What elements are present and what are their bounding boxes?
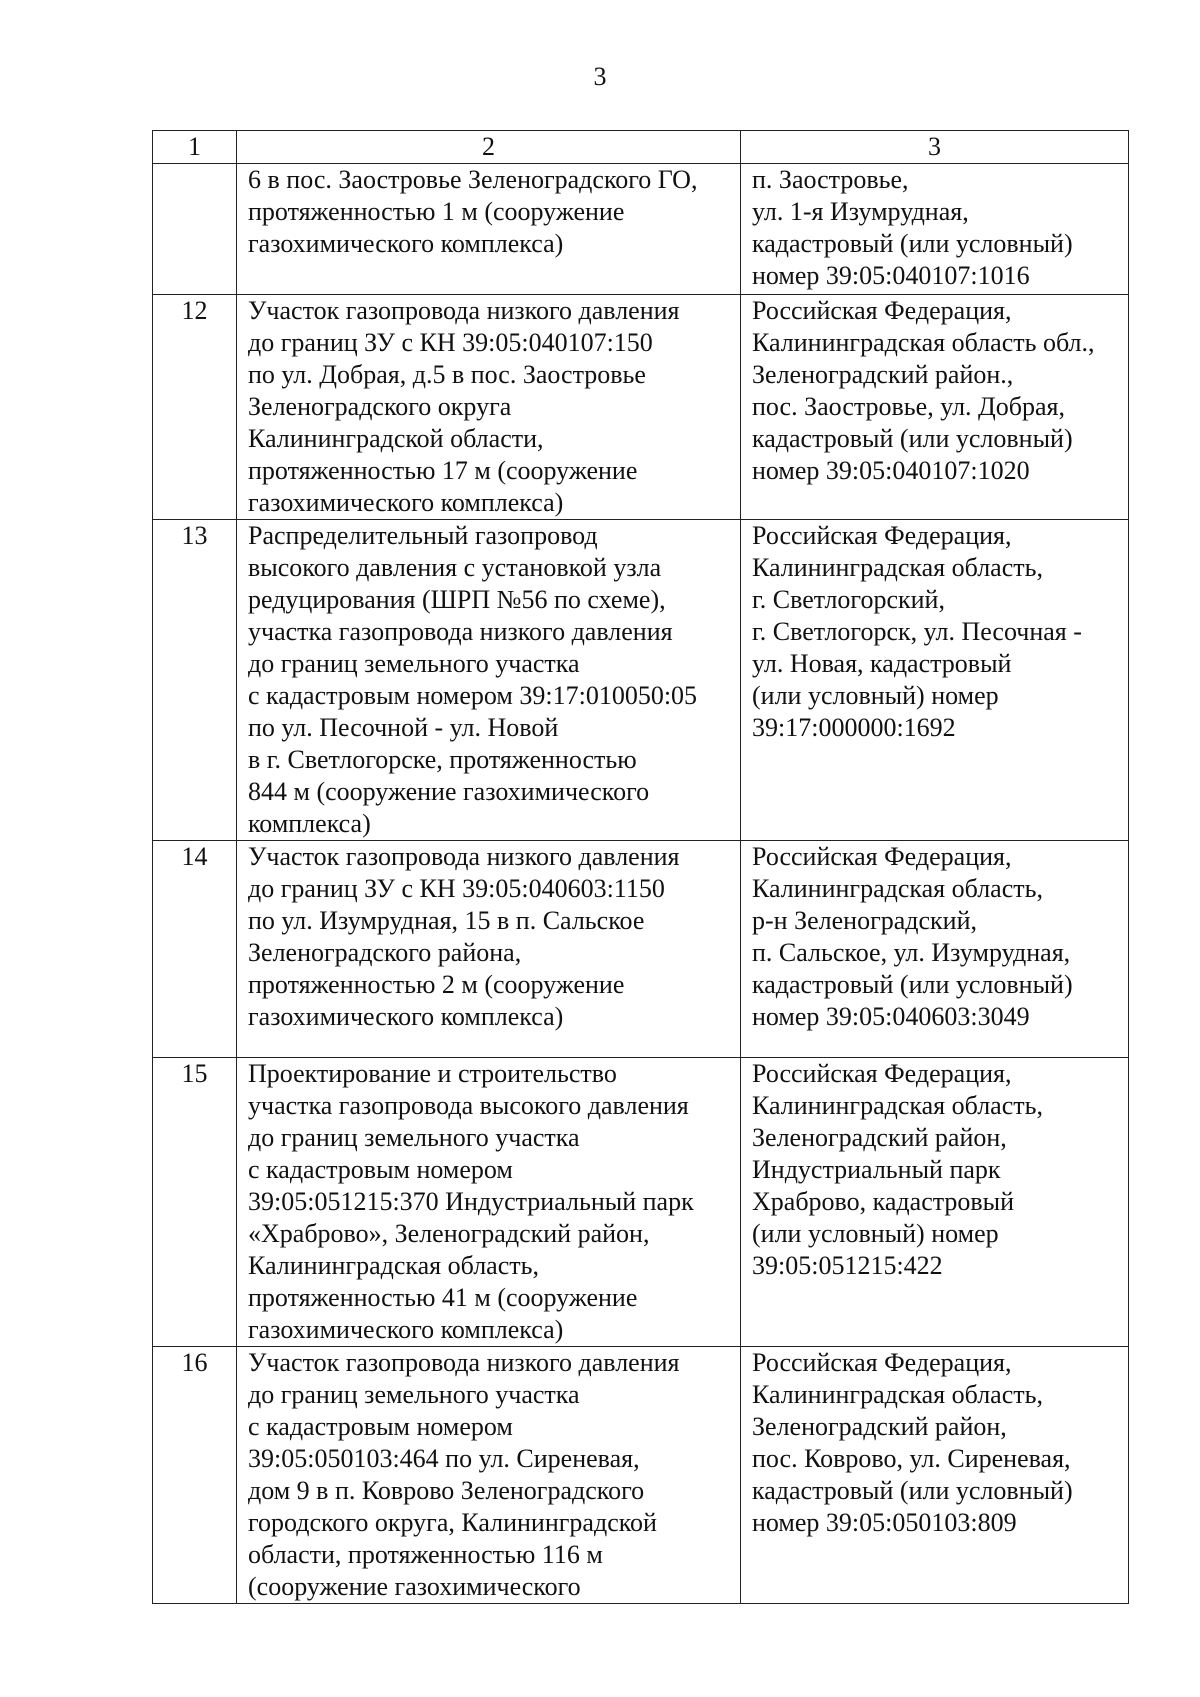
row-number: 13: [153, 520, 237, 841]
object-description: Участок газопровода низкого давления до границ земельного участка с кадастровым номером 39:05:050103:464 по ул. Сиреневая, дом 9 в п. Коврово Зеленоградского городского округа, Калининградской области, протяженностью 116 м (сооружение газохимического: [237, 1347, 741, 1604]
object-location: Российская Федерация, Калининградская область, р-н Зеленоградский, п. Сальское, ул. Изумрудная, кадастровый (или условный) номер 39:05:040603:3049: [741, 841, 1129, 1058]
object-description: Участок газопровода низкого давления до границ ЗУ с КН 39:05:040107:150 по ул. Добрая, д.5 в пос. Заостровье Зеленоградского округа Калининградской области, протяженностью 17 м (сооружение газохимического комплекса): [237, 295, 741, 520]
object-description: Проектирование и строительство участка газопровода высокого давления до границ земельного участка с кадастровым номером 39:05:051215:370 Индустриальный парк «Храброво», Зеленоградский район, Калининградская область, протяженностью 41 м (сооружение газохимического комплекса): [237, 1058, 741, 1347]
object-location: Российская Федерация, Калининградская область, Зеленоградский район, пос. Коврово, ул. Сиреневая, кадастровый (или условный) номер 39:05:050103:809: [741, 1347, 1129, 1604]
table-row: [153, 164, 1129, 295]
page-number: 3: [593, 62, 607, 91]
object-location: Российская Федерация, Калининградская область обл., Зеленоградский район., пос. Заостровье, ул. Добрая, кадастровый (или условный) номер 39:05:040107:1020: [741, 295, 1129, 520]
column-number-1: 1: [153, 131, 237, 164]
table-row: [153, 1058, 1129, 1347]
table-row: [153, 295, 1129, 520]
row-number: 16: [153, 1347, 237, 1604]
row-number: 14: [153, 841, 237, 1058]
objects-table: [152, 130, 1129, 1604]
table-row: [153, 1347, 1129, 1604]
row-number: 15: [153, 1058, 237, 1347]
column-number-2: 2: [237, 131, 741, 164]
table-row: [153, 520, 1129, 841]
object-description: 6 в пос. Заостровье Зеленоградского ГО, протяженностью 1 м (сооружение газохимического комплекса): [237, 164, 741, 295]
column-number-3: 3: [741, 131, 1129, 164]
object-location: п. Заостровье, ул. 1-я Изумрудная, кадастровый (или условный) номер 39:05:040107:1016: [741, 164, 1129, 295]
row-number: [153, 164, 237, 295]
row-number: 12: [153, 295, 237, 520]
object-location: Российская Федерация, Калининградская область, Зеленоградский район, Индустриальный парк Храброво, кадастровый (или условный) номер 39:05:051215:422: [741, 1058, 1129, 1347]
table-header-row: [153, 131, 1129, 164]
object-description: Распределительный газопровод высокого давления с установкой узла редуцирования (ШРП №56 по схеме), участка газопровода низкого давления до границ земельного участка с кадастровым номером 39:17:010050:05 по ул. Песочной - ул. Новой в г. Светлогорске, протяженностью 844 м (сооружение газохимического комплекса): [237, 520, 741, 841]
table-row: [153, 841, 1129, 1058]
object-description: Участок газопровода низкого давления до границ ЗУ с КН 39:05:040603:1150 по ул. Изумрудная, 15 в п. Сальское Зеленоградского района, протяженностью 2 м (сооружение газохимического комплекса): [237, 841, 741, 1058]
object-location: Российская Федерация, Калининградская область, г. Светлогорский, г. Светлогорск, ул. Песочная - ул. Новая, кадастровый (или условный) номер 39:17:000000:1692: [741, 520, 1129, 841]
